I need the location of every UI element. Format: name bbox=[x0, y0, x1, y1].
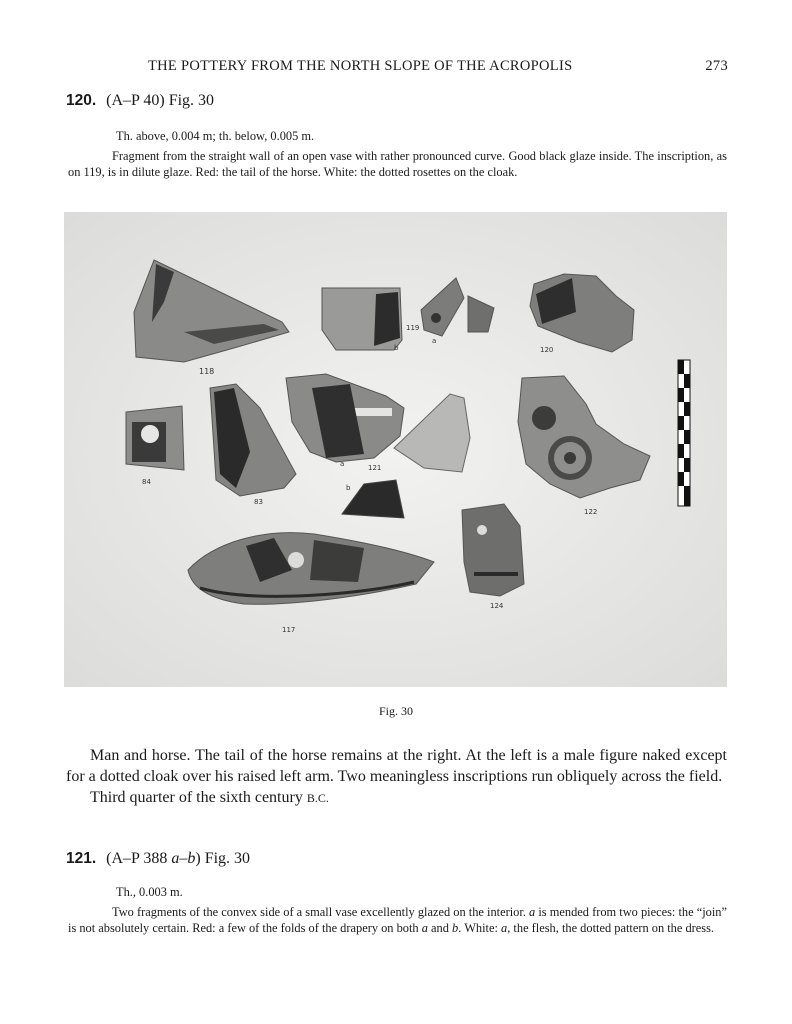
entry-120-body-1: Man and horse. The tail of the horse remains at the right. At the left is a male figure naked except for a dotted cloak over his raised left arm. Two meaningless inscriptions run obliquely across the field. bbox=[66, 747, 727, 785]
desc-121-and: and bbox=[427, 921, 453, 935]
entry-120-body bbox=[66, 745, 727, 809]
entry-121-dims: Th., 0.003 m. bbox=[116, 885, 183, 899]
label-121: 121 bbox=[368, 464, 382, 472]
entry-120-ref: (A–P 40) Fig. 30 bbox=[106, 92, 215, 109]
desc-121-part1: Two fragments of the convex side of a small vase excellently glazed on the interior. bbox=[112, 905, 526, 919]
label-83: 83 bbox=[254, 498, 263, 506]
desc-121-a2: a bbox=[421, 921, 428, 935]
figure-plate bbox=[64, 212, 727, 687]
label-118: 118 bbox=[199, 367, 215, 376]
entry-121-ref-prefix: (A–P 388 bbox=[106, 850, 172, 867]
entry-121-heading bbox=[66, 850, 250, 868]
label-121b: b bbox=[346, 484, 351, 492]
label-84: 84 bbox=[142, 478, 151, 486]
running-header bbox=[148, 58, 728, 75]
entry-120-dims: Th. above, 0.004 m; th. below, 0.005 m. bbox=[116, 129, 315, 143]
entry-120-heading bbox=[66, 92, 214, 110]
entry-120-date: Third quarter of the sixth century bbox=[90, 789, 307, 806]
entry-120-number: 120. bbox=[66, 92, 97, 109]
label-117: 117 bbox=[282, 626, 296, 634]
desc-121-b: b bbox=[452, 921, 459, 935]
running-title: THE POTTERY FROM THE NORTH SLOPE OF THE ACROPOLIS bbox=[148, 58, 573, 74]
desc-121-white: . White: bbox=[458, 921, 502, 935]
label-124: 124 bbox=[490, 602, 504, 610]
desc-121-a3: a bbox=[501, 921, 508, 935]
figure-caption: Fig. 30 bbox=[378, 704, 413, 718]
entry-121-number: 121. bbox=[66, 850, 97, 867]
entry-121-ref-italic: a–b bbox=[171, 850, 196, 867]
pottery-fragments-photo bbox=[64, 212, 727, 687]
entry-121-details bbox=[68, 884, 727, 936]
label-119b: b bbox=[394, 344, 399, 352]
entry-120-details bbox=[68, 128, 727, 180]
scale-bar bbox=[678, 360, 690, 506]
label-119: 119 bbox=[406, 324, 420, 332]
label-119a: a bbox=[432, 337, 437, 345]
entry-121-ref-suffix: ) Fig. 30 bbox=[195, 850, 251, 867]
desc-121-a: a bbox=[529, 905, 536, 919]
entry-121-description bbox=[68, 904, 727, 936]
era-abbrev: B.C. bbox=[306, 791, 329, 805]
entry-120-description: Fragment from the straight wall of an open vase with rather pronounced curve. Good black glaze inside. The inscription, as on 119, is in dilute glaze. Red: the tail of the horse. White: the dotted rosettes on the cloak. bbox=[68, 149, 727, 179]
desc-121-part2: is mended from two pieces: the “join” is not absolutely certain. Red: a few of the folds of the drapery on both bbox=[68, 905, 727, 935]
desc-121-end: , the flesh, the dotted pattern on the dress. bbox=[507, 921, 715, 935]
entry-120-body-2 bbox=[66, 787, 727, 809]
label-122: 122 bbox=[584, 508, 598, 516]
label-120: 120 bbox=[540, 346, 554, 354]
page-number: 273 bbox=[705, 58, 728, 74]
label-121a: a bbox=[340, 460, 345, 468]
